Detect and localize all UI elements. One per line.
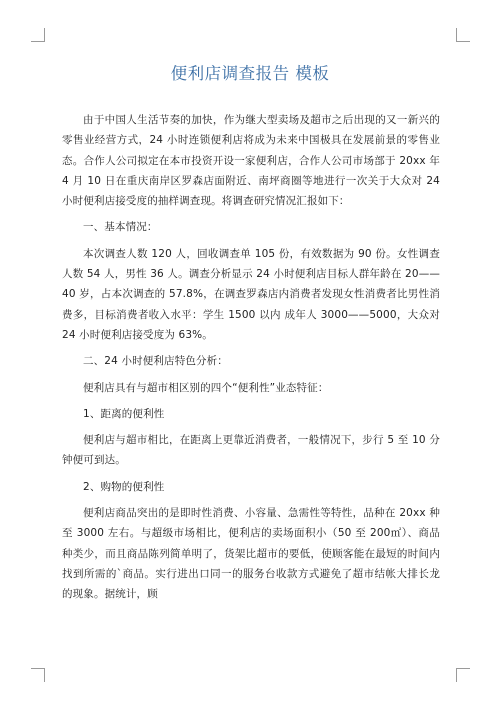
features-intro-paragraph: 便利店具有与超市相区别的四个“便利性”业态特征：	[83, 381, 329, 394]
crop-mark-bottom-right	[456, 668, 470, 682]
intro-paragraph: 由于中国人生活节奏的加快，作为继大型卖场及超市之后出现的又一新兴的零售业经营方式，24 小时连锁便利店将成为未来中国极具在发展前景的零售业态。合作人公司拟定在本市投资开设一家便利店，合作人公司市场部于 20xx 年 4 月 10 日在重庆南岸区罗森店面附近、南坪商圈等地进行一次关于大众对 24 小时便利店接受度的抽样调查现。将调查研究情况汇报如下：	[62, 114, 440, 208]
crop-mark-bottom-left	[31, 668, 45, 682]
crop-mark-top-left	[31, 28, 45, 42]
section-heading-basic-info: 一、基本情况：	[83, 221, 158, 234]
document-title: 便利店调查报告 模板	[170, 64, 330, 83]
basic-info-paragraph: 本次调查人数 120 人，回收调查单 105 份，有效数据为 90 份。女性调查人数 54 人，男性 36 人。调查分析显示 24 小时便利店目标人群年龄在 20——40 岁，占本次调查的 57.8%，在调查罗森店内消费者发现女性消费者比男性消费多，目标消费者收入水平：学生 1500 以内 成年人 3000——5000，大众对 24 小时便利店接受度为 63%。	[62, 247, 440, 341]
distance-paragraph: 便利店与超市相比，在距离上更靠近消费者，一般情况下，步行 5 至 10 分钟便可到达。	[62, 434, 440, 467]
crop-mark-top-right	[456, 28, 470, 42]
document-body	[62, 110, 440, 611]
subheading-distance: 1、距离的便利性	[83, 407, 165, 420]
shopping-paragraph: 便利店商品突出的是即时性消费、小容量、急需性等特性，品种在 20xx 种至 3000 左右。与超级市场相比，便利店的卖场面积小（50 至 200㎡）、商品种类少，而且商品陈列简单明了，货架比超市的要低，使顾客能在最短的时间内找到所需的`商品。实行进出口同一的服务台收款方式避免了超市结帐大排长龙的现象。据统计，顾	[62, 507, 440, 601]
subheading-shopping: 2、购物的便利性	[83, 480, 165, 493]
section-heading-features: 二、24 小时便利店特色分析：	[83, 355, 228, 368]
